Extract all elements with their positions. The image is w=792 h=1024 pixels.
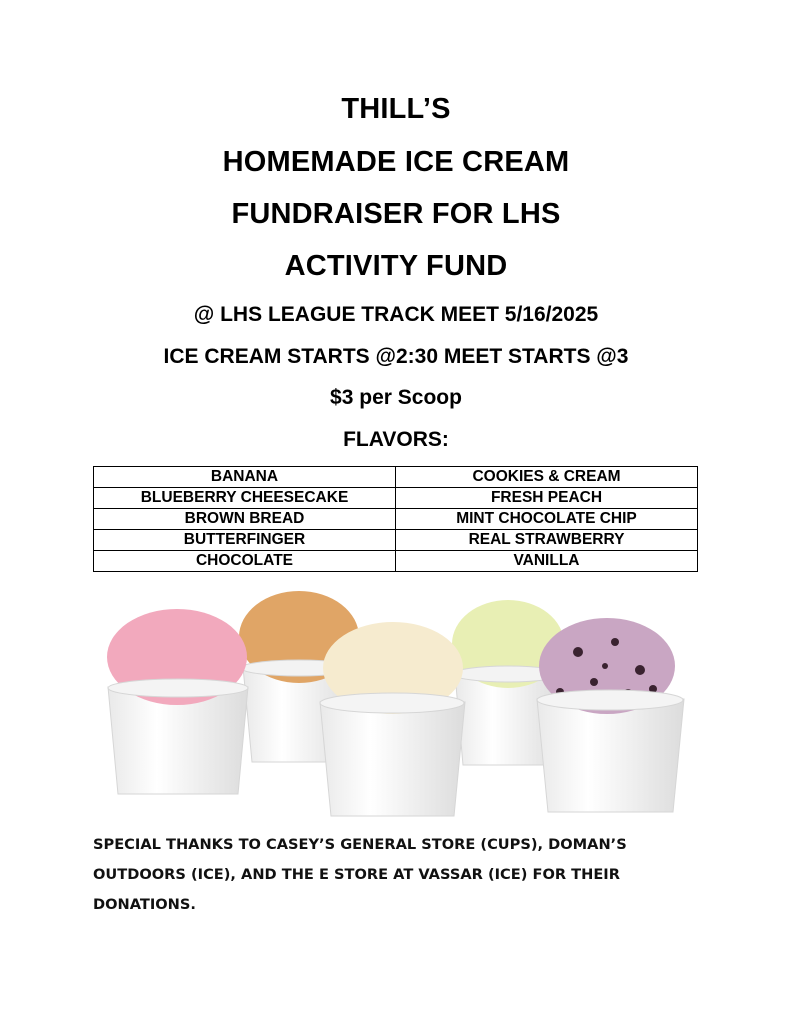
flavors-table — [93, 466, 698, 572]
flavor-cell: BUTTERFINGER — [94, 530, 396, 551]
flavor-cell: FRESH PEACH — [396, 488, 698, 509]
flavor-cell: BANANA — [94, 467, 396, 488]
page-title-line-1: THILL’S — [341, 93, 451, 125]
table-row — [94, 551, 698, 572]
cup-pink — [107, 609, 248, 794]
flavor-cell: BLUEBERRY CHEESECAKE — [94, 488, 396, 509]
page-title-line-4: ACTIVITY FUND — [284, 250, 508, 282]
event-line: @ LHS LEAGUE TRACK MEET 5/16/2025 — [193, 303, 599, 326]
flavor-cell: CHOCOLATE — [94, 551, 396, 572]
page-title-line-2: HOMEMADE ICE CREAM — [222, 146, 570, 178]
table-row — [94, 509, 698, 530]
table-row — [94, 530, 698, 551]
flavors-heading: FLAVORS: — [343, 428, 449, 451]
price-line: $3 per Scoop — [330, 386, 462, 409]
table-row — [94, 488, 698, 509]
flavor-cell: VANILLA — [396, 551, 698, 572]
ice-cream-cups-image — [100, 582, 694, 822]
table-row — [94, 467, 698, 488]
flavor-cell: COOKIES & CREAM — [396, 467, 698, 488]
cup-vanilla — [320, 622, 465, 816]
flavor-cell: REAL STRAWBERRY — [396, 530, 698, 551]
special-thanks-note: SPECIAL THANKS TO CASEY’S GENERAL STORE (CUPS), DOMAN’S OUTDOORS (ICE), AND THE E STORE AT VASSAR (ICE) FOR THEIR DONATIONS. — [93, 836, 627, 913]
times-line: ICE CREAM STARTS @2:30 MEET STARTS @3 — [163, 345, 629, 368]
flavor-cell: MINT CHOCOLATE CHIP — [396, 509, 698, 530]
cup-purple — [537, 618, 684, 812]
flavor-cell: BROWN BREAD — [94, 509, 396, 530]
page-title-line-3: FUNDRAISER FOR LHS — [231, 198, 561, 230]
